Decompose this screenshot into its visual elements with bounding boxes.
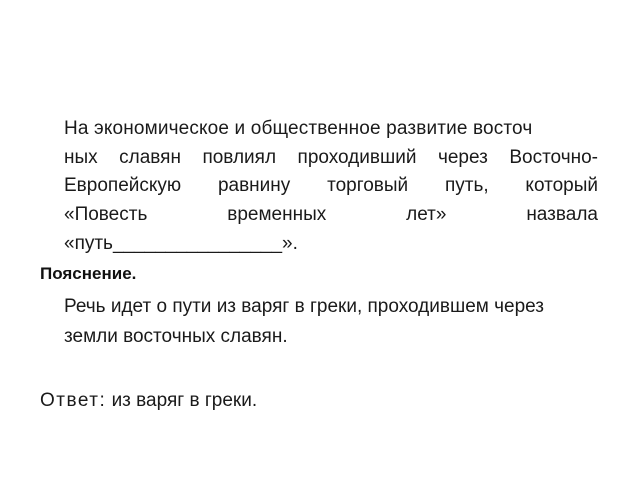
answer-line bbox=[40, 389, 257, 413]
question-word: Восточно- bbox=[509, 147, 598, 168]
question-word: через bbox=[437, 147, 488, 168]
question-word: который bbox=[525, 175, 598, 196]
question-word: повлиял bbox=[202, 147, 277, 168]
explanation-heading: Пояснение. bbox=[40, 264, 137, 283]
question-text-line-2 bbox=[64, 146, 598, 170]
question-word: Европейскую bbox=[64, 175, 182, 196]
answer-value: из варяг в греки. bbox=[111, 390, 258, 411]
question-text-line-3 bbox=[64, 174, 598, 198]
question-word: лет» bbox=[406, 204, 447, 225]
question-word: равнину bbox=[217, 175, 291, 196]
question-text-line-4 bbox=[64, 203, 598, 227]
question-word: «Повесть bbox=[64, 204, 148, 225]
question-text-line-5: «путь________________». bbox=[64, 233, 298, 254]
question-text-line-1: На экономическое и общественное развитие восточ bbox=[64, 118, 533, 139]
question-word: путь, bbox=[444, 175, 489, 196]
question-word: назвала bbox=[526, 204, 598, 225]
explanation-text-line-1: Речь идет о пути из варяг в греки, проходившем через bbox=[64, 296, 545, 317]
explanation-text-line-2: земли восточных славян. bbox=[64, 326, 288, 347]
question-word: проходивший bbox=[297, 147, 417, 168]
question-word: торговый bbox=[327, 175, 409, 196]
question-word: славян bbox=[119, 147, 181, 168]
answer-label: Ответ: bbox=[40, 390, 107, 411]
question-word: ных bbox=[64, 147, 98, 168]
question-word: временных bbox=[227, 204, 327, 225]
